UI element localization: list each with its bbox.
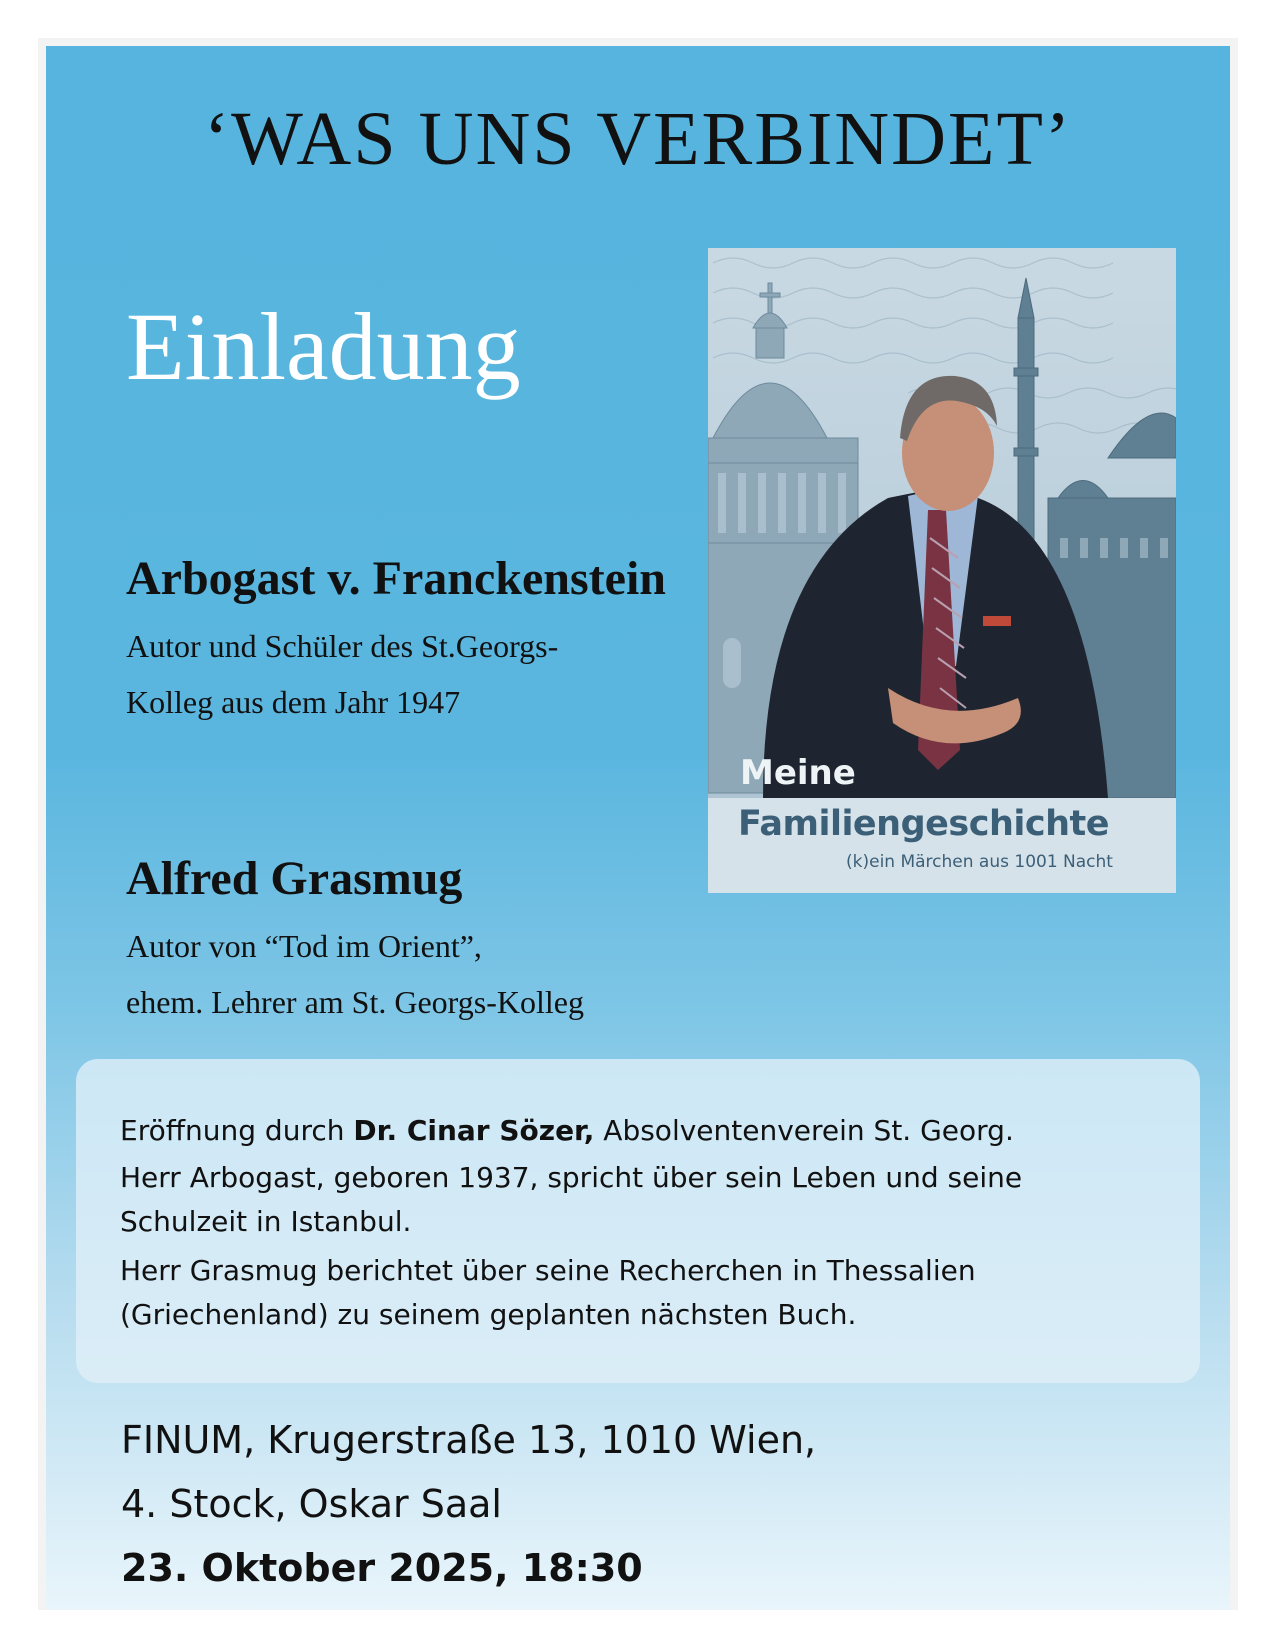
speaker-1-description-line: Kolleg aus dem Jahr 1947 (126, 684, 461, 720)
event-title: ‘WAS UNS VERBINDET’ (203, 97, 1073, 181)
speaker-2-name: Alfred Grasmug (126, 852, 463, 905)
book-cover-image (708, 248, 1176, 893)
speaker-2-description-line: ehem. Lehrer am St. Georgs-Kolleg (126, 984, 584, 1020)
speaker-1-description (126, 618, 726, 730)
venue-room: 4. Stock, Oskar Saal (121, 1482, 502, 1526)
event-datetime: 23. Oktober 2025, 18:30 (121, 1546, 643, 1590)
book-title-word-1: Meine (740, 753, 856, 793)
speaker-2-description (126, 918, 726, 1030)
opening-prefix: Eröffnung durch (120, 1114, 354, 1147)
book-title: Familiengeschichte (738, 804, 1110, 844)
invitation-poster (46, 46, 1230, 1610)
opening-line (120, 1109, 1080, 1153)
opening-suffix: Absolventenverein St. Georg. (594, 1114, 1014, 1147)
grasmug-talk-line: Herr Grasmug berichtet über seine Recherchen in Thessalien (Griechenland) zu seinem geplanten nächsten Buch. (120, 1254, 976, 1331)
book-cover-illustration (708, 248, 1176, 893)
venue-address: FINUM, Krugerstraße 13, 1010 Wien, (121, 1418, 817, 1462)
opening-speaker: Dr. Cinar Sözer, (353, 1114, 595, 1147)
book-subtitle: (k)ein Märchen aus 1001 Nacht (846, 852, 1113, 872)
speaker-2-description-line: Autor von “Tod im Orient”, (126, 928, 482, 964)
arbogast-talk-line: Herr Arbogast, geboren 1937, spricht über sein Leben und seine Schulzeit in Istanbul. (120, 1161, 1023, 1238)
invitation-heading: Einladung (126, 293, 521, 400)
speaker-1-name: Arbogast v. Franckenstein (126, 552, 666, 605)
speaker-1-description-line: Autor und Schüler des St.Georgs- (126, 628, 559, 664)
